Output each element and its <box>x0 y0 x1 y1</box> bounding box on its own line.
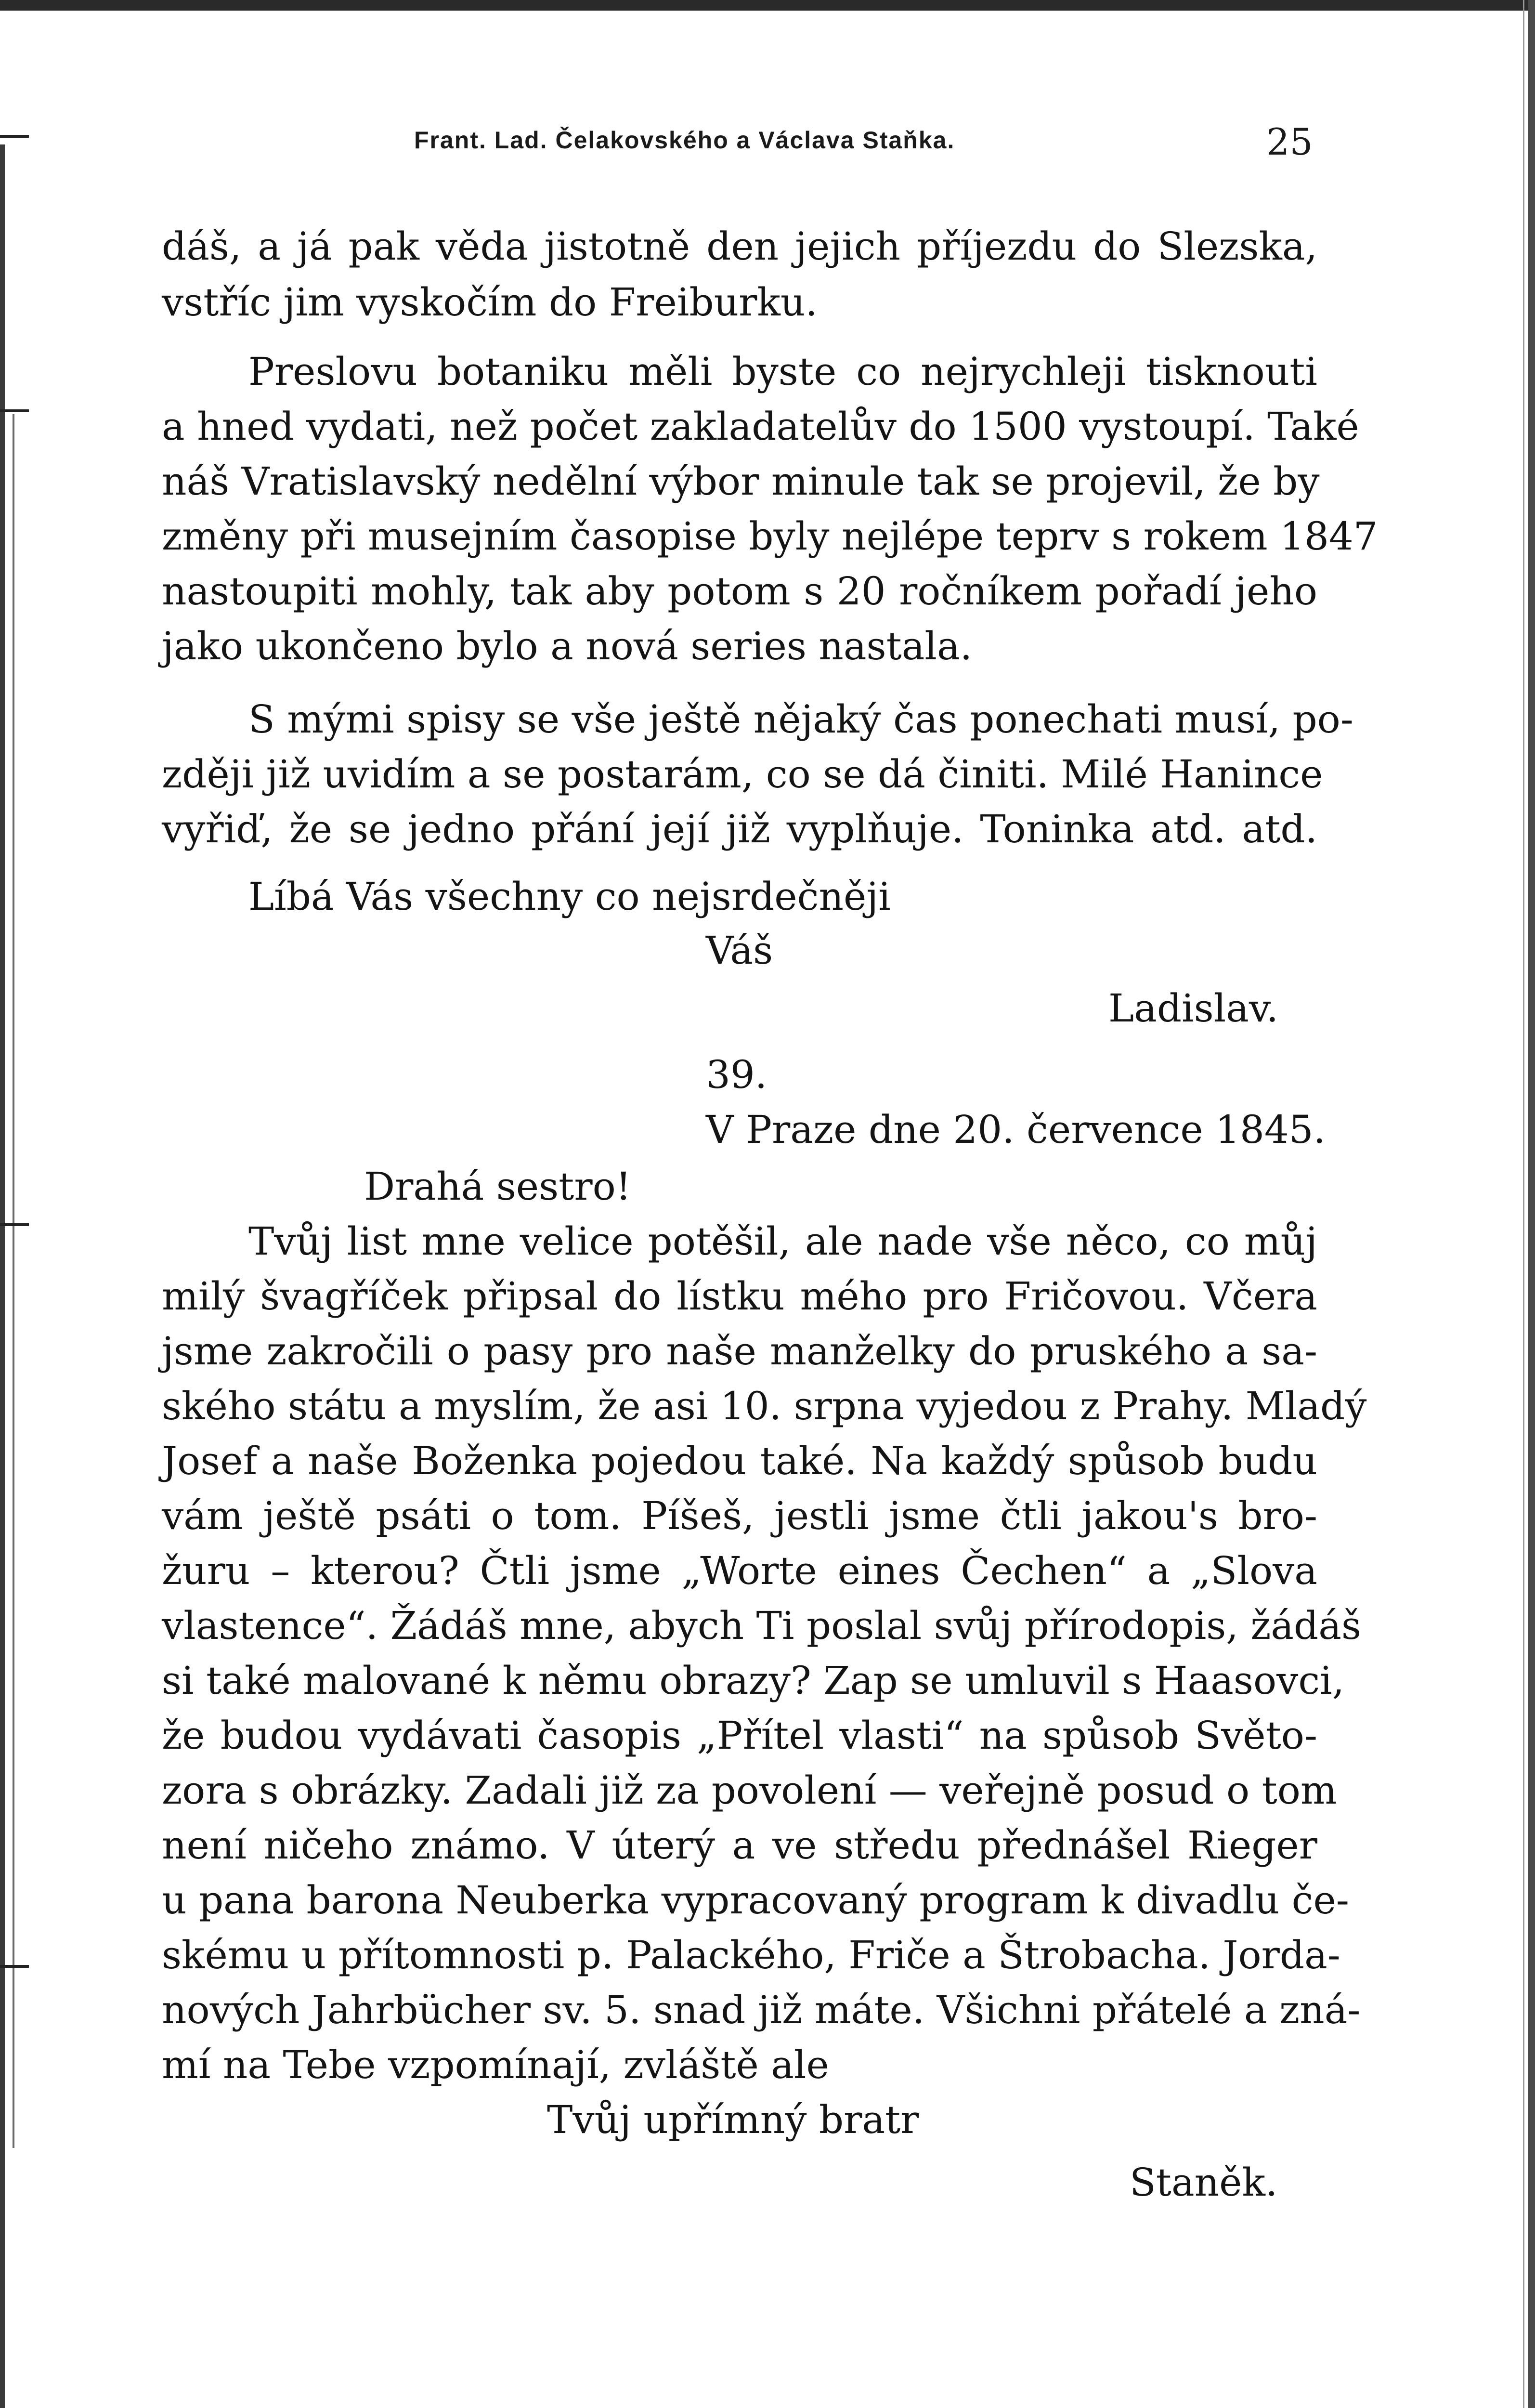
letter-signature: Ladislav. <box>1108 986 1279 1031</box>
text-line: si také malované k němu obrazy? Zap se umluvil s Haasovci, <box>162 1658 1345 1703</box>
page-edge-left <box>0 144 5 2408</box>
text-line: dáš, a já pak věda jistotně den jejich příjezdu do Slezska, <box>162 224 1317 269</box>
text-line: nastoupiti mohly, tak aby potom s 20 ročníkem pořadí jeho <box>162 569 1317 614</box>
letter-signature: Staněk. <box>1130 2160 1278 2205</box>
page-edge-right-inner <box>1523 0 1524 2408</box>
text-line: mí na Tebe vzpomínají, zvláště ale <box>162 2042 829 2087</box>
text-line: Tvůj list mne velice potěšil, ale nade vše něco, co můj <box>248 1219 1317 1264</box>
margin-tick <box>0 135 29 138</box>
text-line: že budou vydávati časopis „Přítel vlasti“ na spůsob Světo- <box>162 1713 1317 1758</box>
letter-place-date: V Praze dne 20. července 1845. <box>706 1107 1326 1152</box>
page-edge-top <box>0 0 1535 11</box>
text-line: zději již uvidím a se postarám, co se dá činiti. Milé Hanince <box>162 752 1323 797</box>
letter-closing: Tvůj upřímný bratr <box>547 2097 919 2142</box>
text-line: S mými spisy se vše ještě nějaký čas ponechati musí, po- <box>248 697 1353 742</box>
text-line: vám ještě psáti o tom. Píšeš, jestli jsme čtli jakou's bro- <box>162 1493 1317 1538</box>
page-edge-right <box>1528 0 1535 2408</box>
text-line: vlastence“. Žádáš mne, abych Ti poslal svůj přírodopis, žádáš <box>162 1603 1362 1648</box>
text-line: jsme zakročili o pasy pro naše manželky do pruského a sa- <box>162 1329 1317 1374</box>
text-line: Líbá Vás všechny co nejsrdečněji <box>248 874 891 919</box>
text-line: změny při musejním časopise byly nejlépe teprv s rokem 1847 <box>162 514 1378 559</box>
running-header: Frant. Lad. Čelakovského a Václava Staňka. <box>414 127 955 154</box>
text-line: náš Vratislavský nedělní výbor minule tak se projevil, že by <box>162 459 1320 504</box>
text-line: u pana barona Neuberka vypracovaný program k divadlu če- <box>162 1878 1349 1923</box>
text-line: skému u přítomnosti p. Palackého, Friče a Štrobacha. Jorda- <box>162 1933 1340 1977</box>
text-line: ského státu a myslím, že asi 10. srpna vyjedou z Prahy. Mladý <box>162 1384 1367 1428</box>
text-line: a hned vydati, než počet zakladatelův do 1500 vystoupí. Také <box>162 404 1359 449</box>
letter-number: 39. <box>706 1052 768 1097</box>
letter-closing: Váš <box>706 928 773 973</box>
text-line: zora s obrázky. Zadali již za povolení — veřejně posud o tom <box>162 1768 1337 1813</box>
text-line: vyřiď, že se jedno přání její již vyplňuje. Toninka atd. atd. <box>162 807 1317 851</box>
margin-tick <box>0 409 29 412</box>
margin-tick <box>0 1965 29 1968</box>
text-line: milý švagříček připsal do lístku mého pro Fričovou. Včera <box>162 1274 1317 1319</box>
text-line: jako ukončeno bylo a nová series nastala. <box>162 624 973 668</box>
page-edge-left-thin <box>13 414 14 2148</box>
letter-salutation: Drahá sestro! <box>364 1164 631 1209</box>
text-line: Preslovu botaniku měli byste co nejrychleji tisknouti <box>248 349 1317 394</box>
margin-tick <box>0 1223 29 1226</box>
text-line: není ničeho známo. V úterý a ve středu přednášel Rieger <box>162 1823 1317 1868</box>
page-number: 25 <box>1266 120 1313 163</box>
text-line: žuru – kterou? Čtli jsme „Worte eines Čechen“ a „Slova <box>162 1548 1317 1593</box>
text-line: vstříc jim vyskočím do Freiburku. <box>162 280 818 325</box>
text-line: nových Jahrbücher sv. 5. snad již máte. Všichni přátelé a zná- <box>162 1988 1361 2032</box>
text-line: Josef a naše Boženka pojedou také. Na každý spůsob budu <box>162 1439 1317 1483</box>
